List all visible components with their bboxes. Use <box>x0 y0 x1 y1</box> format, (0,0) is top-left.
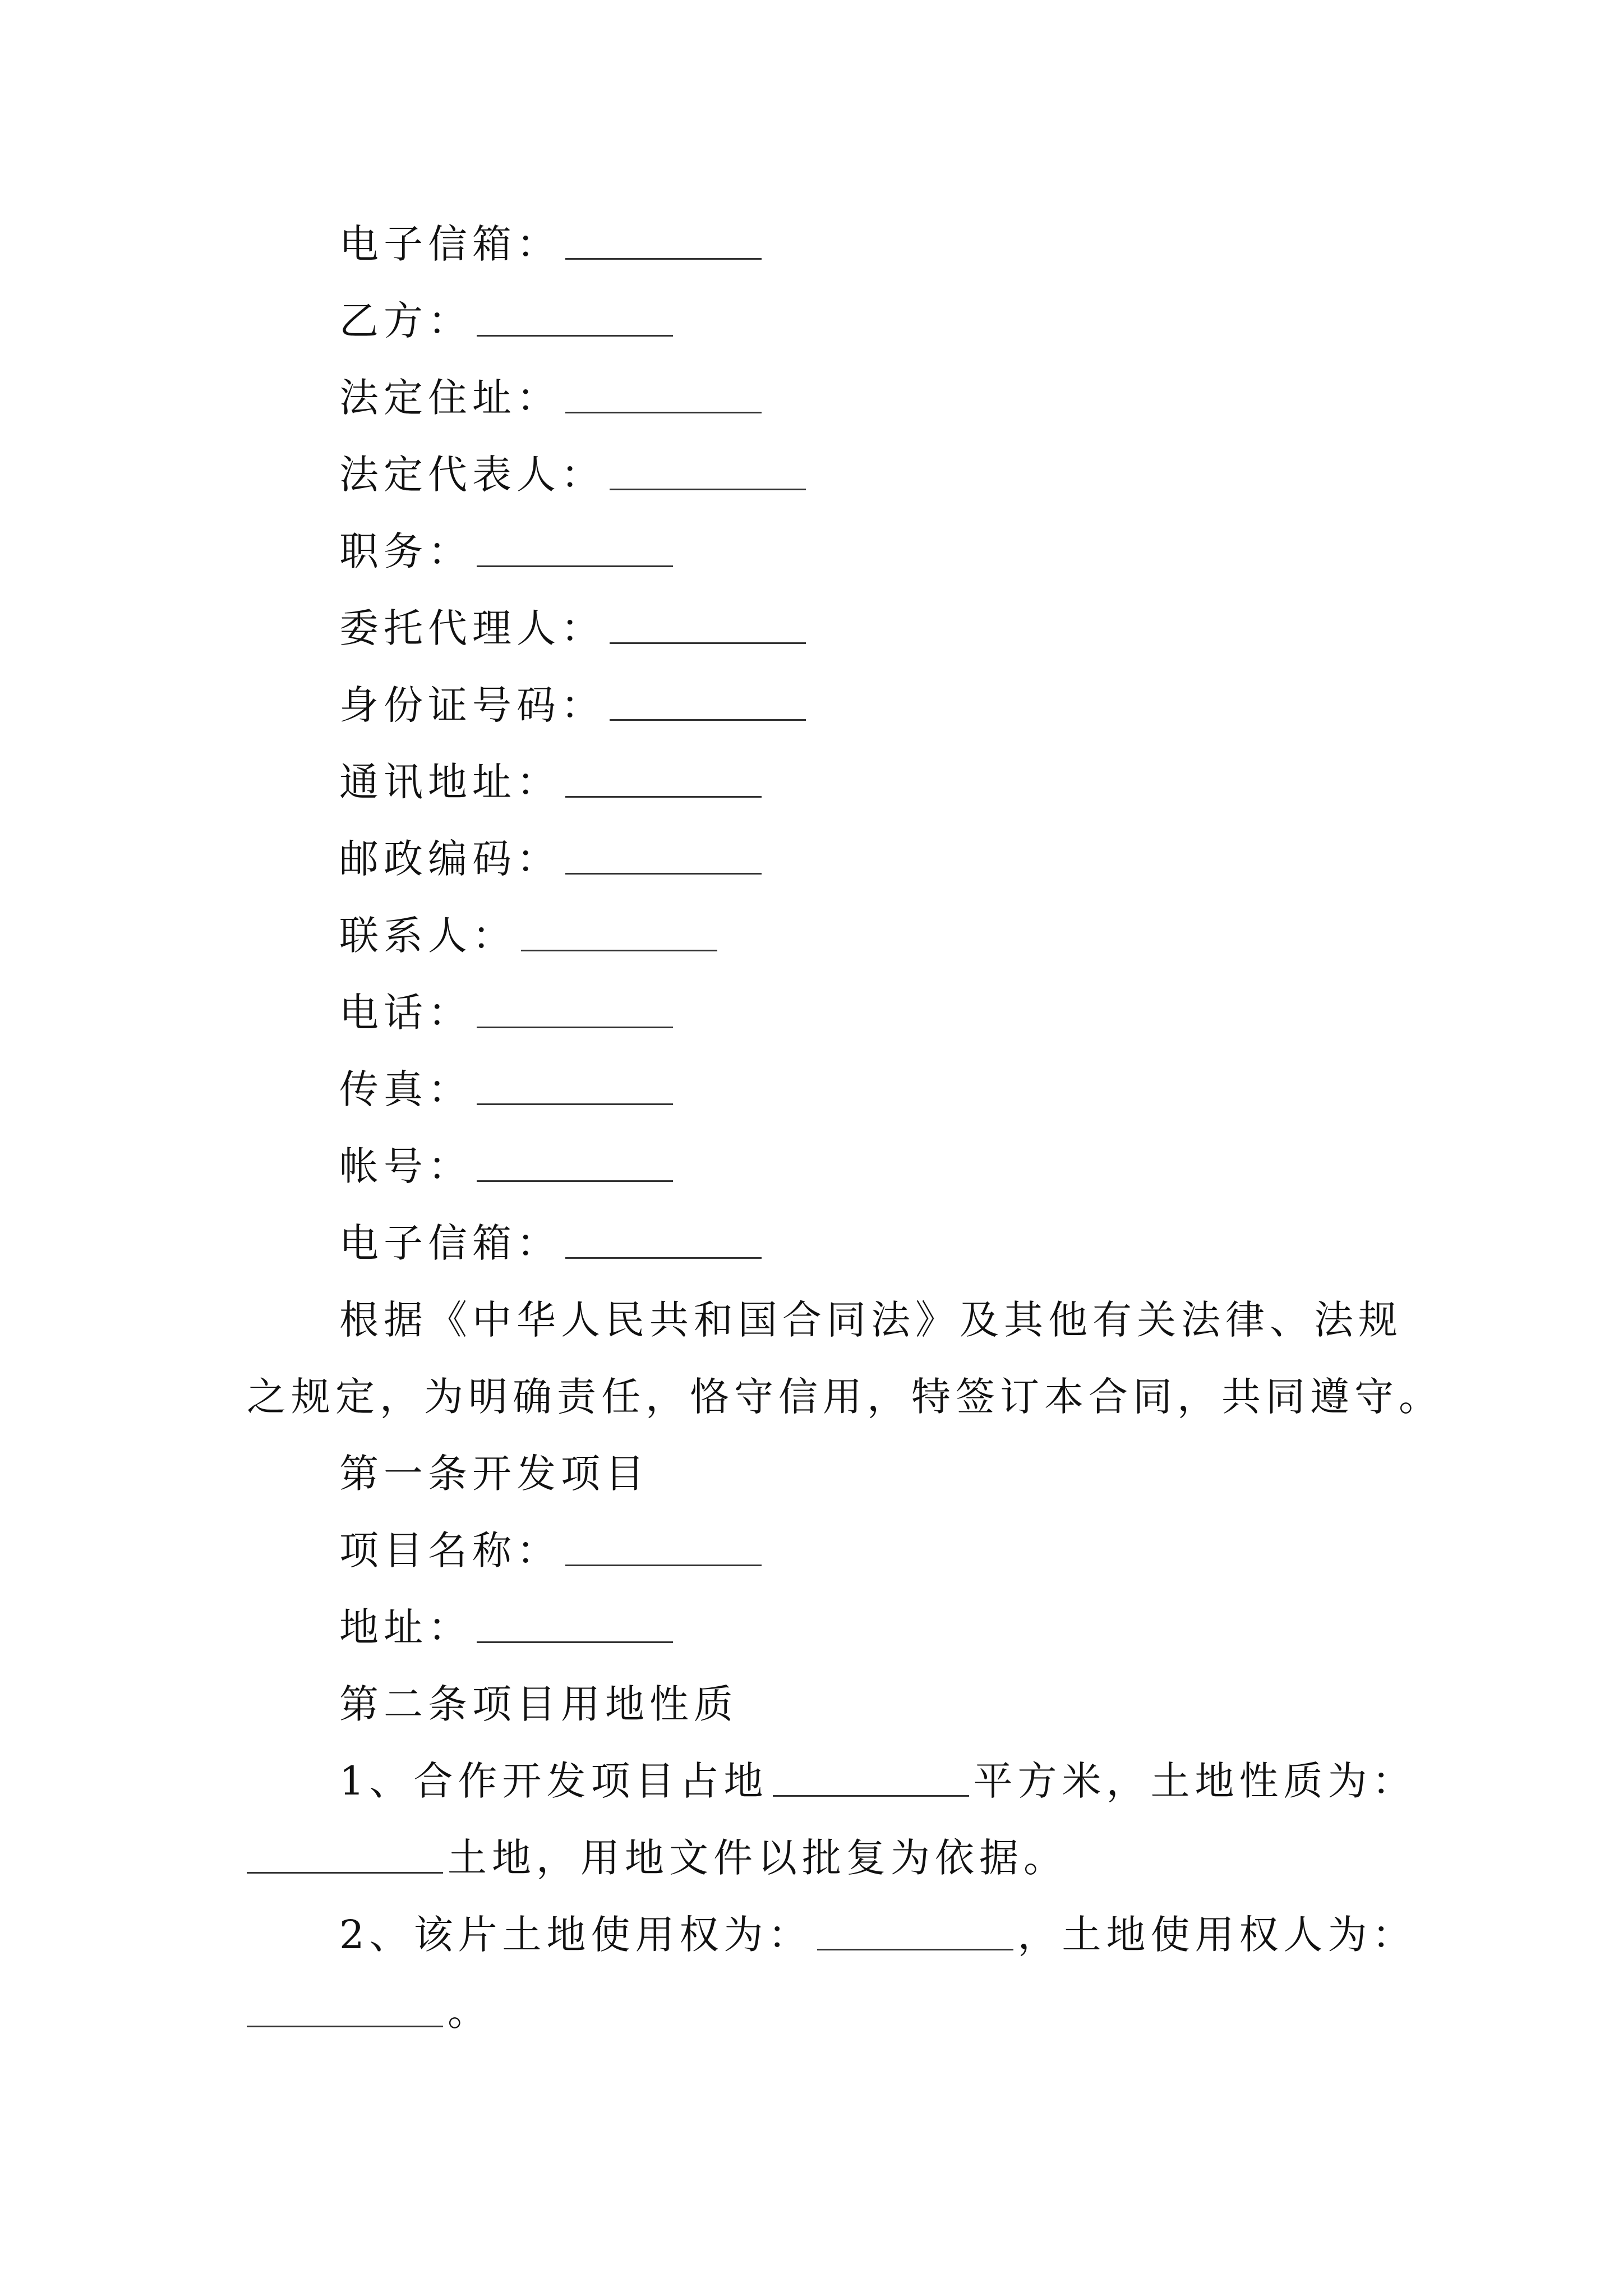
blank-line <box>817 1947 1013 1950</box>
blank-line <box>565 409 762 413</box>
blank-line <box>610 486 806 490</box>
field-phone <box>339 982 677 1043</box>
field-label: 电话： <box>339 990 472 1036</box>
article-1-title: 第一条开发项目 <box>339 1451 649 1497</box>
field-agent <box>339 597 810 659</box>
blank-line <box>477 1178 673 1182</box>
field-position <box>339 521 677 582</box>
field-label: 通讯地址： <box>339 759 561 805</box>
blank-line <box>610 640 806 644</box>
clause-text: 1、合作开发项目占地 <box>339 1758 768 1804</box>
blank-line <box>565 794 762 798</box>
blank-line <box>773 1793 969 1797</box>
clause-text: ，土地使用权人为： <box>1017 1912 1417 1958</box>
field-fax <box>339 1059 677 1120</box>
clause-text: 2、该片土地使用权为： <box>339 1912 813 1958</box>
blank-line <box>247 2023 443 2027</box>
field-party-b <box>339 290 677 352</box>
blank-line <box>477 333 673 337</box>
field-label: 委托代理人： <box>339 605 605 651</box>
blank-line <box>477 1639 673 1643</box>
field-contact <box>339 905 722 967</box>
field-project-name <box>339 1520 766 1581</box>
article-2-item-1-line1 <box>339 1750 1417 1812</box>
field-project-address <box>339 1596 677 1658</box>
blank-line <box>477 1101 673 1105</box>
field-id-number <box>339 674 810 736</box>
article-2-item-2-line2 <box>247 1981 492 2042</box>
field-label: 法定代表人： <box>339 452 605 498</box>
blank-line <box>565 1255 762 1259</box>
field-label: 法定住址： <box>339 375 561 421</box>
field-label: 身份证号码： <box>339 682 605 728</box>
article-2-title: 第二条项目用地性质 <box>339 1681 738 1727</box>
field-mailing-address <box>339 751 766 813</box>
article-2-item-2-line1 <box>339 1904 1417 1966</box>
blank-line <box>477 563 673 567</box>
field-label: 帐号： <box>339 1143 472 1189</box>
field-legal-representative <box>339 444 810 505</box>
paragraph-basis-line1: 根据《中华人民共和国合同法》及其他有关法律、法规 <box>339 1297 1403 1343</box>
blank-line <box>565 256 762 260</box>
field-label: 项目名称： <box>339 1527 561 1573</box>
field-label: 邮政编码： <box>339 836 561 882</box>
field-label: 乙方： <box>339 298 472 344</box>
clause-text: 。 <box>448 1989 492 2035</box>
blank-line <box>565 871 762 875</box>
clause-text: 平方米，土地性质为： <box>973 1758 1417 1804</box>
field-account <box>339 1135 677 1197</box>
field-postal-code <box>339 828 766 890</box>
blank-line <box>610 717 806 721</box>
clause-text: 土地，用地文件以批复为依据。 <box>448 1835 1068 1881</box>
article-2-item-1-line2 <box>247 1827 1068 1889</box>
field-label: 电子信箱： <box>339 221 561 267</box>
field-label: 职务： <box>339 528 472 574</box>
blank-line <box>521 947 717 951</box>
blank-line <box>565 1562 762 1566</box>
field-email-1 <box>339 213 766 275</box>
field-label: 地址： <box>339 1604 472 1650</box>
blank-line <box>477 1024 673 1028</box>
field-label: 传真： <box>339 1066 472 1112</box>
field-label: 电子信箱： <box>339 1220 561 1266</box>
blank-line <box>247 1870 443 1874</box>
field-label: 联系人： <box>339 913 517 959</box>
field-legal-address <box>339 367 766 429</box>
paragraph-basis-line2: 之规定，为明确责任，恪守信用，特签订本合同，共同遵守。 <box>247 1374 1443 1420</box>
field-email-2 <box>339 1212 766 1274</box>
